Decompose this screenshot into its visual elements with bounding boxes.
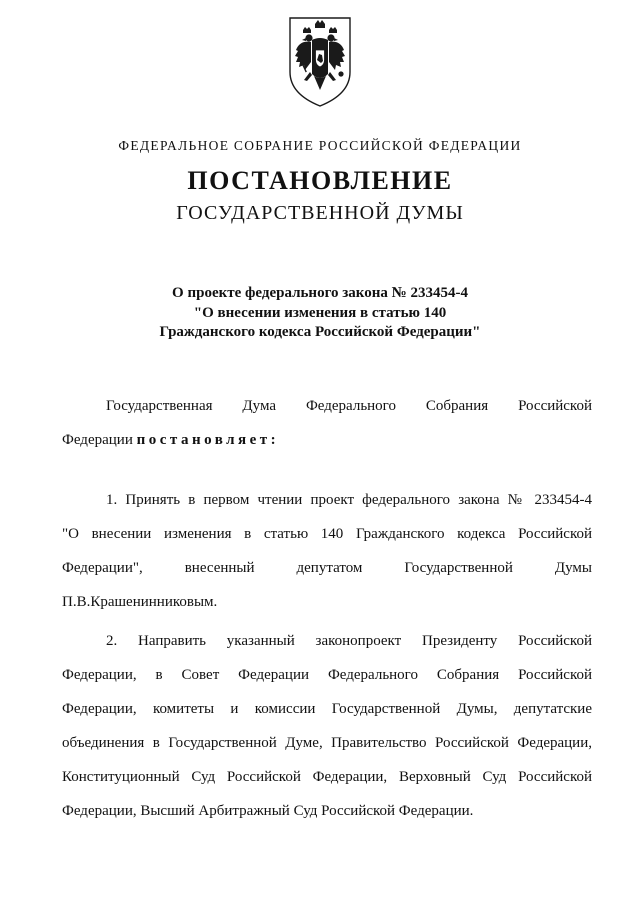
item-line: П.В.Крашенинниковым. [62, 594, 218, 610]
resolution-item-1 [62, 490, 592, 626]
organization-name: ФЕДЕРАЛЬНОЕ СОБРАНИЕ РОССИЙСКОЙ ФЕДЕРАЦИИ [118, 138, 522, 153]
item-line: Федерации, комитеты и комиссии Государственной Думы, депутатские [62, 701, 592, 717]
preamble-verb: постановляет: [136, 432, 280, 448]
item-line: 1. Принять в первом чтении проект федерального закона № 233454-4 [106, 492, 592, 508]
preamble-line [62, 430, 592, 464]
item-line: Федерации", внесенный депутатом Государственной Думы [62, 560, 592, 576]
subject-line: О проекте федерального закона № 233454-4 [172, 285, 468, 301]
preamble-prefix: Федерации [62, 432, 133, 448]
document-type: ПОСТАНОВЛЕНИЕ [187, 166, 453, 195]
subject-line: "О внесении изменения в статью 140 [193, 304, 447, 321]
item-line: объединения в Государственной Думе, Правительство Российской Федерации, [62, 735, 592, 751]
item-line: Конституционный Суд Российской Федерации, Верховный Суд Российской [62, 769, 592, 785]
preamble-line: Государственная Дума Федерального Собрания Российской [106, 398, 592, 414]
issuer-name: ГОСУДАРСТВЕННОЙ ДУМЫ [176, 202, 464, 224]
item-line: Федерации, в Совет Федерации Федерального Собрания Российской [62, 667, 592, 683]
resolution-item-2 [62, 631, 592, 835]
preamble [62, 396, 592, 464]
item-line: 2. Направить указанный законопроект Президенту Российской [106, 633, 592, 649]
item-line: Федерации, Высший Арбитражный Суд Российской Федерации. [62, 803, 474, 819]
russian-coat-of-arms-icon [270, 10, 370, 110]
document-subject [0, 284, 640, 343]
item-line: "О внесении изменения в статью 140 Гражданского кодекса Российской [62, 526, 592, 542]
subject-line: Гражданского кодекса Российской Федерации" [159, 324, 481, 340]
